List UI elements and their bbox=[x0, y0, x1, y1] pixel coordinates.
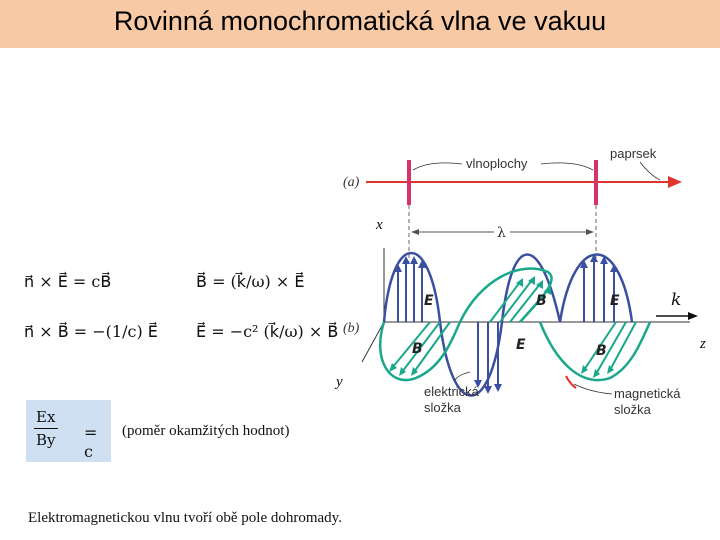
ray-label: paprsek bbox=[610, 146, 657, 161]
ratio-numerator: Ex bbox=[34, 408, 58, 429]
equation-n-cross-e: n⃗ × E⃗ = cB⃗ bbox=[24, 272, 112, 291]
ratio-denominator: By bbox=[36, 431, 56, 449]
wavefront-leader-1 bbox=[413, 163, 462, 170]
magnetic-marker bbox=[566, 376, 576, 388]
electric-label-line2: složka bbox=[424, 400, 461, 415]
lambda-arrow-right bbox=[586, 229, 594, 235]
wavefronts-label: vlnoplochy bbox=[466, 156, 528, 171]
wavefront-leader-2 bbox=[541, 163, 593, 170]
ray-leader bbox=[640, 162, 660, 180]
lambda-label: λ bbox=[497, 225, 506, 241]
ray-arrowhead bbox=[668, 176, 682, 188]
label-b-3: B bbox=[596, 343, 607, 359]
magnetic-label-line2: složka bbox=[614, 402, 651, 417]
label-e-1: E bbox=[424, 293, 434, 309]
label-b-2: B bbox=[412, 341, 423, 357]
k-vector-arrowhead bbox=[688, 312, 698, 320]
page-title: Rovinná monochromatická vlna ve vakuu bbox=[113, 6, 607, 36]
lambda-arrow-left bbox=[411, 229, 419, 235]
equation-n-cross-b: n⃗ × B⃗ = −(1/c) E⃗ bbox=[24, 322, 158, 341]
electric-wave-3 bbox=[560, 255, 632, 323]
magnetic-leader bbox=[574, 384, 612, 394]
label-a: (a) bbox=[343, 175, 360, 190]
axis-x-label: x bbox=[376, 217, 383, 233]
axis-y-label: y bbox=[336, 374, 343, 390]
label-e-3: E bbox=[516, 337, 526, 353]
label-e-2: E bbox=[610, 293, 620, 309]
electric-label-line1: elektrická bbox=[424, 384, 479, 399]
k-vector-label: k bbox=[671, 290, 682, 310]
ratio-note: (poměr okamžitých hodnot) bbox=[122, 423, 290, 439]
equation-e-from-b: E⃗ = −c² (k⃗/ω) × B⃗ bbox=[196, 322, 339, 341]
electric-leader bbox=[455, 372, 470, 380]
ratio-rhs: = c bbox=[84, 423, 98, 461]
axis-z-label: z bbox=[700, 336, 706, 352]
footer-text: Elektromagnetickou vlnu tvoří obě pole dohromady. bbox=[28, 510, 342, 526]
electric-wave-2 bbox=[502, 255, 560, 323]
label-b-1: B bbox=[536, 293, 547, 309]
label-b: (b) bbox=[343, 321, 360, 336]
equation-b-from-e: B⃗ = (k⃗/ω) × E⃗ bbox=[196, 272, 305, 291]
magnetic-label-line1: magnetická bbox=[614, 386, 681, 401]
